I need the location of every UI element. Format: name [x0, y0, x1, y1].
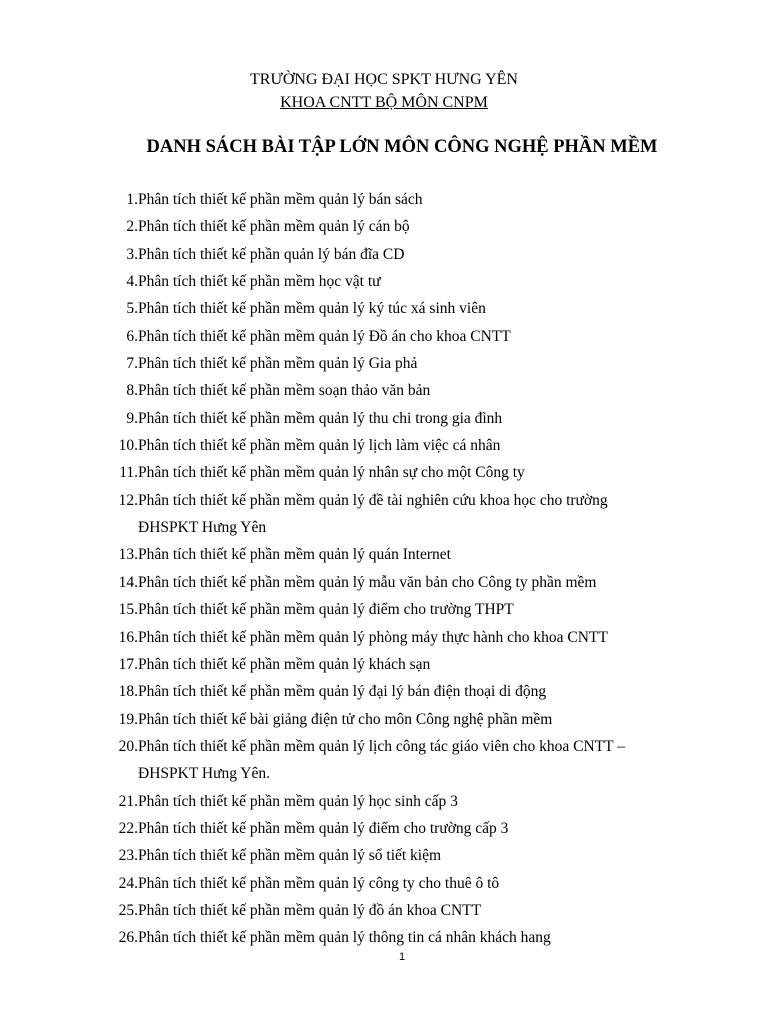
list-item	[105, 377, 665, 404]
list-item-number: 24.	[118, 874, 138, 892]
list-item-text: Phân tích thiết kế phần mềm quản lý mẫu văn bản cho Công ty phần mềm	[138, 573, 597, 591]
list-item-text: Phân tích thiết kế phần mềm quản lý Gia phả	[138, 355, 418, 373]
list-item	[105, 870, 665, 897]
list-item-number: 14.	[118, 573, 138, 591]
list-item	[105, 596, 665, 623]
list-item-text: Phân tích thiết kế phần mềm quản lý công ty cho thuê ô tô	[138, 874, 500, 892]
list-item-text: Phân tích thiết kế phần quản lý bán đĩa CD	[138, 245, 405, 263]
list-item-number: 6.	[126, 327, 138, 345]
list-item	[105, 295, 665, 322]
list-item-number: 10.	[118, 437, 138, 455]
list-item-number: 18.	[118, 683, 138, 701]
list-item	[105, 487, 665, 542]
list-item-text: Phân tích thiết kế phần mềm quản lý đồ án khoa CNTT	[138, 901, 482, 919]
list-item-text: Phân tích thiết kế phần mềm quản lý quán Internet	[138, 546, 451, 564]
list-item-text: Phân tích thiết kế phần mềm quản lý phòng máy thực hành cho khoa CNTT	[138, 628, 608, 646]
list-item-text: Phân tích thiết kế phần mềm quản lý đại lý bán điện thoại di động	[138, 683, 547, 701]
department-name: KHOA CNTT BỘ MÔN CNPM	[280, 94, 488, 111]
list-item-text: Phân tích thiết kế phần mềm quản lý thu chi trong gia đình	[138, 409, 503, 427]
list-item-text: Phân tích thiết kế phần mềm quản lý ký túc xá sinh viên	[138, 300, 486, 318]
list-item	[105, 432, 665, 459]
document-header	[0, 68, 768, 114]
list-item-number: 4.	[126, 273, 138, 291]
list-item-number: 25.	[118, 901, 138, 919]
list-item-text: Phân tích thiết kế phần mềm soạn thảo văn bản	[138, 382, 431, 400]
list-item	[105, 897, 665, 924]
list-item-text: Phân tích thiết kế phần mềm quản lý lịch công tác giáo viên cho khoa CNTT – ĐHSPKT Hưng Yên.	[138, 737, 625, 783]
list-item	[105, 541, 665, 568]
list-item	[105, 323, 665, 350]
list-item-text: Phân tích thiết kế phần mềm quản lý Đồ án cho khoa CNTT	[138, 327, 511, 345]
list-item-text: Phân tích thiết kế phần mềm quản lý nhân sự cho một Công ty	[138, 464, 525, 482]
list-item-number: 13.	[118, 546, 138, 564]
list-item-number: 26.	[118, 929, 138, 947]
list-item	[105, 186, 665, 213]
list-item-number: 21.	[118, 792, 138, 810]
list-item	[105, 842, 665, 869]
list-item-number: 2.	[126, 218, 138, 236]
list-item-number: 23.	[118, 847, 138, 865]
list-item	[105, 268, 665, 295]
list-item	[105, 733, 665, 788]
list-item-number: 9.	[126, 409, 138, 427]
list-item-number: 16.	[118, 628, 138, 646]
list-item	[105, 459, 665, 486]
list-item-number: 7.	[126, 355, 138, 373]
list-item-number: 3.	[126, 245, 138, 263]
list-item-number: 19.	[118, 710, 138, 728]
list-item-text: Phân tích thiết kế phần mềm quản lý thông tin cá nhân khách hang	[138, 929, 551, 947]
list-item-number: 12.	[118, 491, 138, 509]
list-item-number: 22.	[118, 819, 138, 837]
list-item-number: 8.	[126, 382, 138, 400]
list-item	[105, 624, 665, 651]
list-item	[105, 350, 665, 377]
list-item	[105, 815, 665, 842]
list-item-number: 15.	[118, 601, 138, 619]
list-item-text: Phân tích thiết kế phần mềm quản lý điểm cho trường THPT	[138, 601, 514, 619]
list-item-text: Phân tích thiết kế bài giảng điện tử cho môn Công nghệ phần mềm	[138, 710, 553, 728]
list-item-text: Phân tích thiết kế phần mềm quản lý điểm cho trường cấp 3	[138, 819, 509, 837]
university-name: TRƯỜNG ĐẠI HỌC SPKT HƯNG YÊN	[250, 71, 518, 88]
list-item-text: Phân tích thiết kế phần mềm quản lý lịch làm việc cá nhân	[138, 437, 501, 455]
page-number: 1	[398, 951, 406, 963]
list-item	[105, 569, 665, 596]
list-item-number: 11.	[119, 464, 138, 482]
list-item-text: Phân tích thiết kế phần mềm quản lý đề tài nghiên cứu khoa học cho trường ĐHSPKT Hưng Yên	[138, 491, 608, 537]
list-item	[105, 706, 665, 733]
list-item	[105, 678, 665, 705]
list-item-number: 17.	[118, 655, 138, 673]
list-item-number: 1.	[126, 191, 138, 208]
topic-list	[105, 186, 665, 952]
list-item	[105, 651, 665, 678]
list-item-text: Phân tích thiết kế phần mềm quản lý bán sách	[138, 191, 423, 208]
list-item-text: Phân tích thiết kế phần mềm quản lý sổ tiết kiệm	[138, 847, 442, 865]
list-item-number: 5.	[126, 300, 138, 318]
list-item	[105, 788, 665, 815]
list-item	[105, 405, 665, 432]
list-item-number: 20.	[118, 737, 138, 755]
list-item-text: Phân tích thiết kế phần mềm quản lý cán bộ	[138, 218, 410, 236]
list-item	[105, 213, 665, 240]
list-item-text: Phân tích thiết kế phần mềm quản lý học sinh cấp 3	[138, 792, 458, 810]
list-item-text: Phân tích thiết kế phần mềm học vật tư	[138, 273, 381, 291]
document-title: DANH SÁCH BÀI TẬP LỚN MÔN CÔNG NGHỆ PHẦN MỀM	[146, 137, 658, 157]
list-item	[105, 241, 665, 268]
list-item	[105, 924, 665, 951]
list-item-text: Phân tích thiết kế phần mềm quản lý khách sạn	[138, 655, 431, 673]
